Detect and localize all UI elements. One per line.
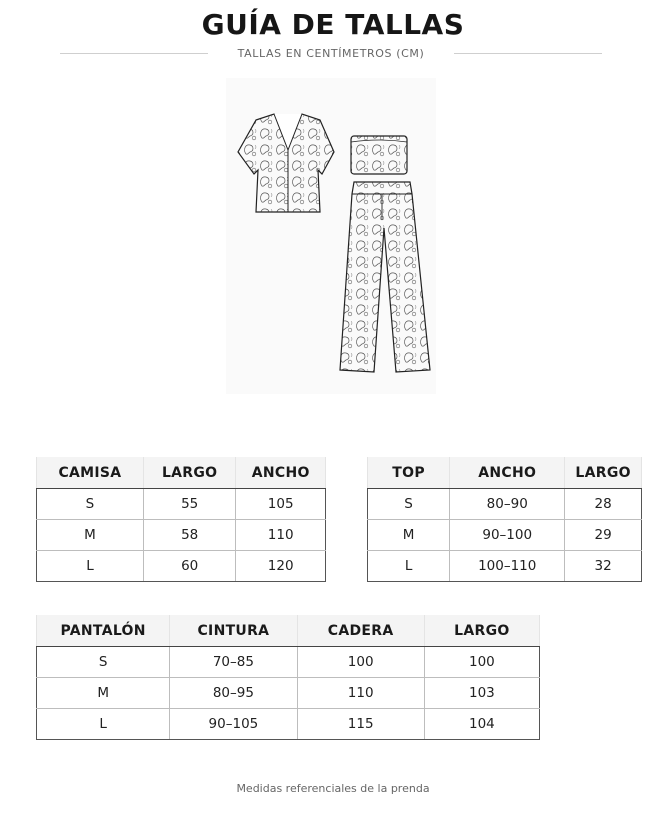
divider-right <box>454 53 602 54</box>
table-cell: S <box>37 489 144 520</box>
col-header: TOP <box>368 457 450 489</box>
table-cell: 29 <box>565 520 642 551</box>
table-cell: 110 <box>236 520 326 551</box>
table-cell: 105 <box>236 489 326 520</box>
table-cell: L <box>37 709 170 740</box>
table-row <box>37 647 540 678</box>
divider-left <box>60 53 208 54</box>
pants-sketch <box>340 182 430 372</box>
footer-note: Medidas referenciales de la prenda <box>236 782 430 795</box>
table-cell: 58 <box>143 520 235 551</box>
col-header: LARGO <box>565 457 642 489</box>
shirt-sketch <box>238 114 334 212</box>
table-cell: 90–100 <box>450 520 565 551</box>
page-subtitle: TALLAS EN CENTÍMETROS (CM) <box>237 46 425 60</box>
page-title: GUÍA DE TALLAS <box>201 8 465 41</box>
table-cell: 32 <box>565 551 642 582</box>
col-header: ANCHO <box>236 457 326 489</box>
garment-illustration <box>226 78 436 394</box>
subtitle-row <box>60 44 602 62</box>
table-row <box>37 678 540 709</box>
table-cell: S <box>368 489 450 520</box>
table-row <box>37 551 326 582</box>
table-cell: 120 <box>236 551 326 582</box>
table-row <box>368 551 642 582</box>
table-row <box>37 709 540 740</box>
table-row <box>368 489 642 520</box>
pantalon-size-table <box>36 615 540 740</box>
table-cell: 90–105 <box>170 709 297 740</box>
table-cell: 100–110 <box>450 551 565 582</box>
table-cell: 100 <box>297 647 424 678</box>
garment-sketch <box>226 78 436 394</box>
table-header-row <box>37 615 540 647</box>
col-header: CADERA <box>297 615 424 647</box>
table-cell: L <box>37 551 144 582</box>
col-header: CINTURA <box>170 615 297 647</box>
table-cell: 80–90 <box>450 489 565 520</box>
table-row <box>37 520 326 551</box>
table-row <box>368 520 642 551</box>
table-cell: 60 <box>143 551 235 582</box>
table-cell: 110 <box>297 678 424 709</box>
table-cell: 70–85 <box>170 647 297 678</box>
table-header-row <box>368 457 642 489</box>
table-cell: 103 <box>424 678 539 709</box>
table-cell: M <box>37 520 144 551</box>
table-cell: 80–95 <box>170 678 297 709</box>
top-sketch <box>351 136 407 174</box>
col-header: LARGO <box>143 457 235 489</box>
table-cell: 55 <box>143 489 235 520</box>
col-header: PANTALÓN <box>37 615 170 647</box>
table-header-row <box>37 457 326 489</box>
col-header: CAMISA <box>37 457 144 489</box>
top-size-table <box>367 457 642 582</box>
table-cell: M <box>368 520 450 551</box>
table-cell: S <box>37 647 170 678</box>
table-cell: L <box>368 551 450 582</box>
table-row <box>37 489 326 520</box>
table-cell: 28 <box>565 489 642 520</box>
table-cell: M <box>37 678 170 709</box>
col-header: ANCHO <box>450 457 565 489</box>
col-header: LARGO <box>424 615 539 647</box>
table-cell: 104 <box>424 709 539 740</box>
table-cell: 115 <box>297 709 424 740</box>
table-cell: 100 <box>424 647 539 678</box>
camisa-size-table <box>36 457 326 582</box>
